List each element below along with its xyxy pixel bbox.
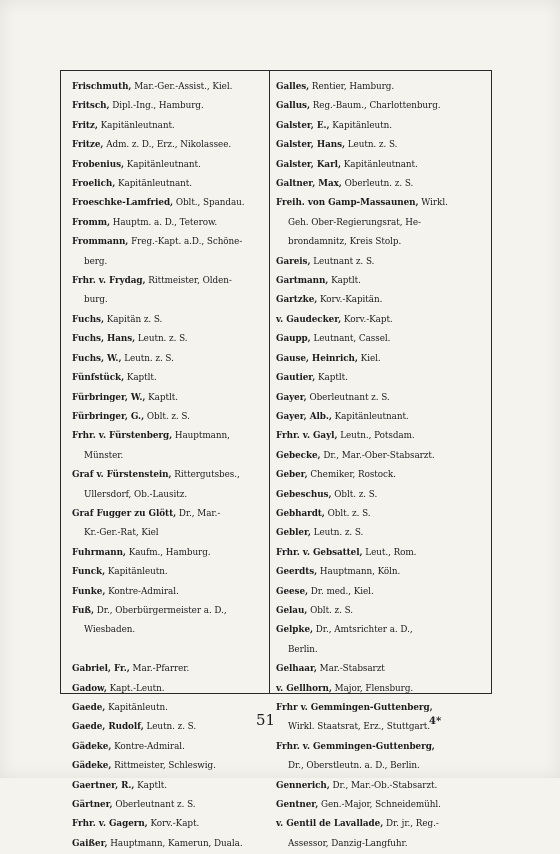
list-entry bbox=[276, 291, 486, 310]
entry-name: Gebler, bbox=[276, 528, 311, 539]
list-entry bbox=[72, 233, 264, 252]
entry-detail: Rentier, Hamburg. bbox=[311, 82, 395, 92]
list-entry bbox=[72, 408, 264, 427]
list-entry bbox=[72, 369, 264, 388]
entry-name: Gelhaar, bbox=[276, 664, 317, 675]
entry-detail: Kontre-Admiral. bbox=[108, 586, 179, 597]
list-entry bbox=[72, 194, 264, 213]
entry-name: Fünfstück, bbox=[72, 373, 125, 384]
list-entry bbox=[276, 408, 486, 427]
entry-name: Gaupp, bbox=[276, 334, 311, 345]
list-entry bbox=[72, 272, 264, 291]
entry-detail: Dr., Oberbürgermeister a. D., bbox=[96, 605, 227, 616]
list-entry bbox=[72, 777, 264, 796]
list-entry bbox=[276, 680, 486, 699]
list-entry bbox=[276, 233, 486, 252]
entry-detail: burg. bbox=[84, 295, 108, 306]
entry-detail: Dr. jr., Reg.- bbox=[385, 819, 439, 830]
entry-detail: Mar.-Stabsarzt bbox=[319, 664, 385, 675]
list-entry bbox=[72, 583, 264, 602]
entry-detail: Kaufm., Hamburg. bbox=[128, 547, 211, 558]
entry-name: Gädeke, bbox=[72, 761, 112, 772]
list-entry bbox=[72, 757, 264, 776]
entry-detail: Kapitänleutnant. bbox=[126, 159, 201, 170]
list-entry bbox=[276, 486, 486, 505]
entry-detail: Kapitänleutnant. bbox=[343, 159, 418, 170]
entry-detail: Mar.-Ger.-Assist., Kiel. bbox=[134, 82, 233, 92]
entry-name: Frhr. v. Gayl, bbox=[276, 431, 338, 442]
entry-detail: Kapitänleutn. bbox=[108, 702, 168, 713]
list-entry bbox=[72, 466, 264, 485]
list-entry bbox=[276, 156, 486, 175]
entry-name: Fritz, bbox=[72, 120, 98, 131]
entry-detail: Münster. bbox=[84, 450, 124, 461]
entry-name: Galster, E., bbox=[276, 120, 330, 131]
entry-name: Geber, bbox=[276, 470, 308, 481]
entry-name: Gebeschus, bbox=[276, 489, 332, 500]
entry-name: Frhr. v. Fürstenberg, bbox=[72, 431, 173, 442]
entry-name: Geerdts, bbox=[276, 567, 318, 578]
list-entry bbox=[72, 291, 264, 310]
signature-mark: 4* bbox=[429, 716, 442, 727]
entry-name: Gädeke, bbox=[72, 741, 112, 752]
list-entry bbox=[276, 718, 486, 737]
entry-detail: Wirkl. Staatsrat, Erz., Stuttgart. bbox=[288, 722, 430, 733]
page-number: 51 bbox=[256, 711, 276, 729]
entry-name: Frischmuth, bbox=[72, 82, 132, 92]
list-entry bbox=[72, 718, 264, 737]
list-entry bbox=[276, 272, 486, 291]
entry-name: Frhr. v. Gebsattel, bbox=[276, 547, 363, 558]
entry-detail: Assessor, Danzig-Langfuhr. bbox=[288, 838, 408, 849]
list-entry bbox=[276, 253, 486, 272]
entry-name: Gaißer, bbox=[72, 838, 108, 849]
list-entry bbox=[72, 486, 264, 505]
entry-name: Frommann, bbox=[72, 237, 129, 248]
list-entry bbox=[276, 796, 486, 815]
entry-detail: Berlin. bbox=[288, 644, 318, 655]
entry-detail: Leutn. z. S. bbox=[137, 334, 188, 345]
list-entry bbox=[276, 369, 486, 388]
entry-detail: Kr.-Ger.-Rat, Kiel bbox=[84, 528, 159, 539]
entry-name: v. Gentil de Lavallade, bbox=[276, 819, 384, 830]
entry-detail: Dr., Mar.-Ob.-Stabsarzt. bbox=[332, 780, 438, 791]
list-entry bbox=[276, 427, 486, 446]
entry-name: Froelich, bbox=[72, 179, 116, 190]
entry-detail: Leutn. z. S. bbox=[124, 353, 174, 364]
list-entry bbox=[276, 757, 486, 776]
list-entry bbox=[276, 330, 486, 349]
list-entry bbox=[72, 117, 264, 136]
entry-name: Frhr. v. Gagern, bbox=[72, 819, 148, 830]
entry-name: Gartmann, bbox=[276, 276, 329, 287]
list-entry bbox=[72, 602, 264, 621]
list-entry bbox=[276, 389, 486, 408]
entry-name: v. Gaudecker, bbox=[276, 314, 342, 325]
entry-detail: Kapitänleutn. bbox=[107, 567, 168, 578]
list-entry bbox=[72, 738, 264, 757]
entry-detail: Freg.-Kapt. a.D., Schöne- bbox=[131, 237, 243, 248]
entry-detail: Kaptlt. bbox=[148, 392, 178, 403]
entry-detail: Oblt. z. S. bbox=[310, 605, 354, 616]
entry-name: Frhr v. Gemmingen-Guttenberg, bbox=[276, 703, 433, 713]
entry-detail: Oblt., Spandau. bbox=[175, 198, 245, 209]
list-entry bbox=[72, 136, 264, 155]
entry-detail: Kapt.-Leutn. bbox=[109, 683, 165, 694]
list-entry bbox=[276, 136, 486, 155]
entry-name: Fuhrmann, bbox=[72, 547, 126, 558]
entry-name: Frobenius, bbox=[72, 159, 124, 170]
list-entry bbox=[276, 641, 486, 660]
entry-detail: Oberleutn. z. S. bbox=[344, 179, 414, 190]
entry-detail: Leut., Rom. bbox=[365, 547, 417, 558]
entry-name: Fromm, bbox=[72, 217, 110, 228]
entry-name: Frhr. v. Frydag, bbox=[72, 276, 146, 287]
entry-detail: Ullersdorf, Ob.-Lausitz. bbox=[84, 489, 188, 500]
entry-detail: Hauptmann, Köln. bbox=[319, 567, 401, 578]
entry-detail: Kontre-Admiral. bbox=[114, 741, 185, 752]
list-entry bbox=[276, 815, 486, 834]
entry-detail: Kapitänleutnant. bbox=[118, 179, 193, 190]
entry-detail: Geh. Ober-Regierungsrat, He- bbox=[288, 217, 421, 228]
entry-name: Gallus, bbox=[276, 101, 310, 112]
entry-detail: Mar.-Pfarrer. bbox=[132, 664, 190, 675]
entry-name: Gärtner, bbox=[72, 800, 113, 811]
entry-detail: Korv.-Kapt. bbox=[150, 819, 200, 830]
list-entry bbox=[276, 563, 486, 582]
entry-name: Gayer, bbox=[276, 392, 307, 403]
list-entry bbox=[72, 97, 264, 116]
entry-name: Fuchs, bbox=[72, 314, 104, 325]
entry-detail: Kapitänleutnant. bbox=[100, 120, 175, 131]
entry-name: Fuß, bbox=[72, 605, 95, 616]
list-entry bbox=[276, 447, 486, 466]
entry-detail: Leutnant z. S. bbox=[313, 256, 375, 267]
list-entry bbox=[72, 330, 264, 349]
entry-name: Geese, bbox=[276, 586, 309, 597]
entry-detail: Dr., Oberstleutn. a. D., Berlin. bbox=[288, 761, 420, 772]
entry-name: Gayer, Alb., bbox=[276, 411, 332, 422]
entry-detail: Kapitänleutnant. bbox=[334, 411, 409, 422]
entry-detail: Rittergutsbes., bbox=[174, 470, 240, 481]
entry-name: Gautier, bbox=[276, 373, 316, 384]
list-entry bbox=[72, 544, 264, 563]
list-entry bbox=[276, 214, 486, 233]
entry-detail: Leutn. z. S. bbox=[146, 722, 197, 733]
entry-name: Graf v. Fürstenstein, bbox=[72, 470, 172, 481]
list-entry bbox=[72, 427, 264, 446]
entry-name: Galster, Karl, bbox=[276, 159, 341, 170]
entry-name: Gelpke, bbox=[276, 625, 314, 636]
list-entry bbox=[276, 544, 486, 563]
list-entry bbox=[276, 194, 486, 213]
list-entry bbox=[276, 117, 486, 136]
entry-detail: Kaptlt. bbox=[137, 780, 167, 791]
list-entry bbox=[72, 175, 264, 194]
entry-name: Gebhardt, bbox=[276, 508, 325, 519]
entry-detail: Dr., Mar.-Ober-Stabsarzt. bbox=[323, 450, 435, 461]
entry-name: Gause, Heinrich, bbox=[276, 353, 358, 364]
entry-name: Gaertner, R., bbox=[72, 780, 135, 791]
entry-detail: Kapitän z. S. bbox=[106, 314, 163, 325]
list-entry bbox=[276, 835, 486, 854]
entry-name: Freih. von Gamp-Massaunen, bbox=[276, 198, 419, 209]
list-entry bbox=[276, 524, 486, 543]
entry-detail: Hauptmann, bbox=[174, 431, 230, 442]
left-column bbox=[72, 78, 264, 854]
entry-detail: Kaptlt. bbox=[318, 373, 348, 384]
list-entry bbox=[276, 602, 486, 621]
entry-detail: Rittmeister, Olden- bbox=[148, 276, 232, 287]
entry-name: Gelau, bbox=[276, 605, 308, 616]
entry-detail: Oblt. z. S. bbox=[327, 508, 371, 519]
entry-detail: Hauptmann, Kamerun, Duala. bbox=[110, 838, 243, 849]
entry-detail: Oberleutnant z. S. bbox=[115, 800, 196, 811]
entry-name: Galtner, Max, bbox=[276, 179, 342, 190]
entry-detail: Dr. med., Kiel. bbox=[310, 586, 374, 597]
list-entry bbox=[72, 835, 264, 854]
list-entry bbox=[72, 796, 264, 815]
list-entry bbox=[276, 660, 486, 679]
list-entry bbox=[72, 699, 264, 718]
entry-name: Gareis, bbox=[276, 256, 311, 267]
entry-detail: Hauptm. a. D., Teterow. bbox=[112, 217, 218, 228]
entry-name: Funke, bbox=[72, 586, 106, 597]
column-divider bbox=[269, 70, 270, 694]
list-entry bbox=[72, 815, 264, 834]
list-entry bbox=[276, 621, 486, 640]
entry-name: Fürbringer, W., bbox=[72, 392, 146, 403]
entry-name: Gadow, bbox=[72, 683, 107, 694]
list-entry bbox=[276, 699, 486, 718]
entry-detail: Kaptlt. bbox=[126, 373, 157, 384]
entry-detail: Korv.-Kapt. bbox=[343, 314, 393, 325]
entry-name: Gaede, Rudolf, bbox=[72, 722, 144, 733]
list-entry bbox=[72, 311, 264, 330]
entry-name: Fritze, bbox=[72, 140, 104, 151]
entry-name: Gaede, bbox=[72, 702, 106, 713]
entry-detail: Dipl.-Ing., Hamburg. bbox=[112, 101, 204, 112]
list-entry bbox=[276, 78, 486, 97]
list-entry bbox=[276, 505, 486, 524]
entry-detail: Reg.-Baum., Charlottenburg. bbox=[312, 101, 441, 112]
entry-detail: Kiel. bbox=[360, 353, 381, 364]
entry-detail: Leutnant, Cassel. bbox=[313, 334, 391, 345]
entry-detail: Leutn., Potsdam. bbox=[340, 431, 415, 442]
entry-detail: Rittmeister, Schleswig. bbox=[114, 761, 216, 772]
entry-detail: Oblt. z. S. bbox=[146, 411, 190, 422]
entry-detail: Chemiker, Rostock. bbox=[310, 470, 396, 481]
list-entry bbox=[72, 156, 264, 175]
entry-detail: berg. bbox=[84, 256, 108, 267]
entry-name: Galles, bbox=[276, 82, 310, 92]
list-entry bbox=[276, 350, 486, 369]
entry-name: Gentner, bbox=[276, 800, 319, 811]
list-entry bbox=[276, 175, 486, 194]
entry-name: Froeschke-Lamfried, bbox=[72, 198, 174, 209]
entry-name: Frhr. v. Gemmingen-Guttenberg, bbox=[276, 741, 435, 752]
entry-name: Funck, bbox=[72, 567, 106, 578]
list-entry bbox=[72, 389, 264, 408]
list-entry bbox=[72, 524, 264, 543]
list-entry bbox=[72, 680, 264, 699]
right-column bbox=[276, 78, 486, 854]
list-entry bbox=[72, 563, 264, 582]
entry-detail: Major, Flensburg. bbox=[334, 683, 414, 694]
entry-name: Galster, Hans, bbox=[276, 140, 346, 151]
entry-detail: brondamnitz, Kreis Stolp. bbox=[288, 237, 402, 248]
list-entry bbox=[276, 777, 486, 796]
list-entry bbox=[72, 350, 264, 369]
entry-detail: Oblt. z. S. bbox=[334, 489, 378, 500]
list-entry bbox=[276, 583, 486, 602]
entry-name: Fritsch, bbox=[72, 101, 110, 112]
entry-detail: Kapitänleutn. bbox=[332, 120, 393, 131]
entry-name: Fürbringer, G., bbox=[72, 411, 145, 422]
entry-detail: Dr., Mar.- bbox=[178, 508, 221, 519]
list-entry bbox=[276, 311, 486, 330]
list-entry bbox=[72, 621, 264, 640]
entry-detail: Gen.-Major, Schneidemühl. bbox=[320, 800, 441, 811]
entry-name: Gebecke, bbox=[276, 450, 321, 461]
list-entry bbox=[72, 214, 264, 233]
entry-detail: Wiesbaden. bbox=[84, 625, 136, 636]
list-entry bbox=[72, 253, 264, 272]
entry-detail: Leutn. z. S. bbox=[313, 528, 364, 539]
list-entry bbox=[72, 505, 264, 524]
entry-name: Gennerich, bbox=[276, 780, 330, 791]
list-entry bbox=[276, 738, 486, 757]
entry-name: Fuchs, Hans, bbox=[72, 334, 136, 345]
entry-name: Gartzke, bbox=[276, 295, 318, 306]
entry-name: v. Gellhorn, bbox=[276, 683, 332, 694]
list-entry bbox=[276, 466, 486, 485]
entry-detail: Wirkl. bbox=[421, 198, 448, 209]
entry-detail: Kaptlt. bbox=[331, 276, 361, 287]
entry-name: Graf Fugger zu Glött, bbox=[72, 508, 177, 519]
entry-name: Gabriel, Fr., bbox=[72, 664, 130, 675]
list-entry bbox=[276, 97, 486, 116]
list-entry bbox=[72, 78, 264, 97]
entry-detail: Adm. z. D., Erz., Nikolassee. bbox=[106, 140, 232, 151]
entry-detail: Oberleutnant z. S. bbox=[309, 392, 390, 403]
list-entry bbox=[72, 660, 264, 679]
entry-detail: Dr., Amtsrichter a. D., bbox=[315, 625, 413, 636]
list-entry bbox=[72, 447, 264, 466]
entry-name: Fuchs, W., bbox=[72, 353, 122, 364]
entry-detail: Leutn. z. S. bbox=[347, 140, 398, 151]
entry-detail: Korv.-Kapitän. bbox=[320, 295, 383, 306]
